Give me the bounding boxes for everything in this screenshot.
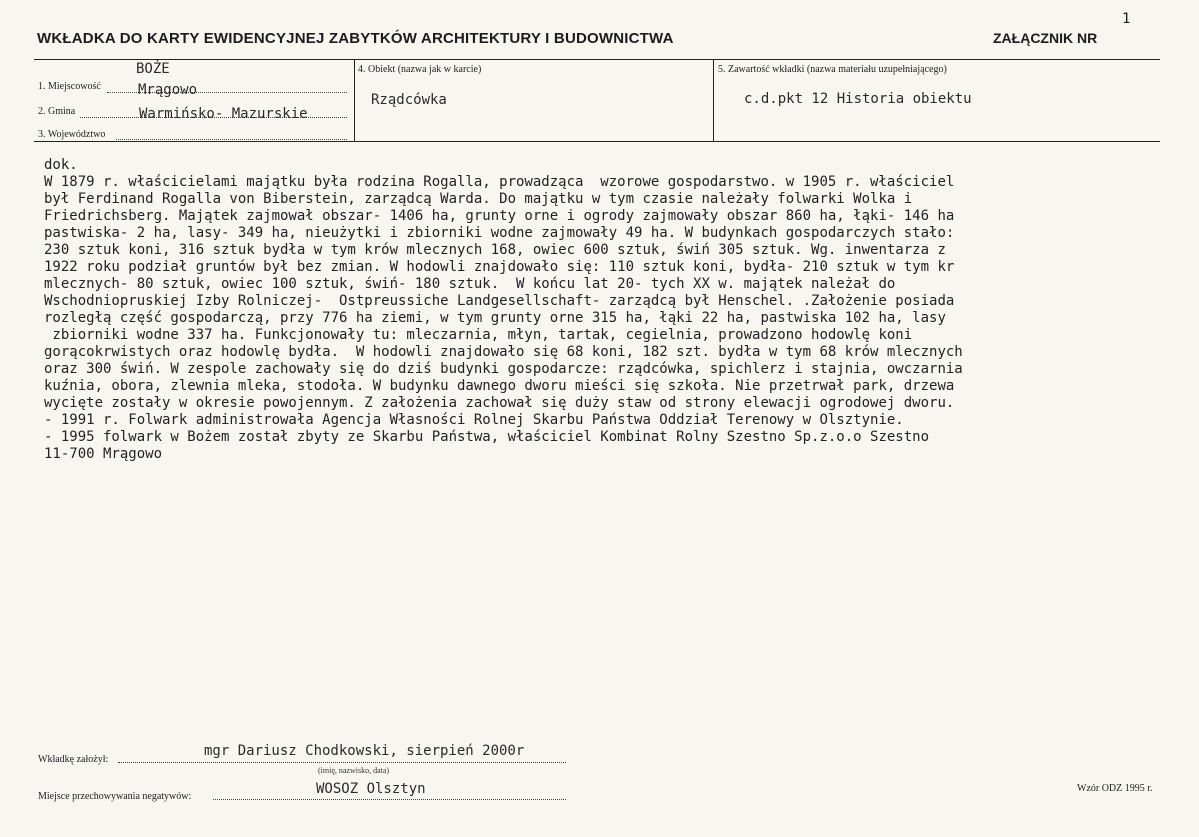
grid-divider-2 — [713, 59, 714, 141]
grid-bottom-line — [34, 141, 1160, 142]
form-model: Wzór ODZ 1995 r. — [1077, 783, 1153, 794]
municipality-label: 2. Gmina — [38, 106, 76, 117]
voivodeship-label: 3. Województwo — [38, 129, 106, 140]
negatives-value: WOSOZ Olsztyn — [316, 781, 426, 797]
history-line: Friedrichsberg. Majątek zajmował obszar- 1406 ha, grunty orne i ogrody zajmowały obszar 860 ha, łąki- 146 ha — [44, 208, 955, 224]
grid-top-line — [34, 59, 1160, 60]
municipality-value: Mrągowo — [138, 82, 198, 98]
object-label: 4. Obiekt (nazwa jak w karcie) — [358, 64, 482, 75]
history-line: pastwiska- 2 ha, lasy- 349 ha, nieużytki i zbiorniki wodne zajmowały 49 ha. W budynkach gospodarczych stało: — [44, 225, 955, 241]
contents-label: 5. Zawartość wkładki (nazwa materiału uzupełniającego) — [718, 64, 947, 75]
history-line: oraz 300 świń. W zespole zachowały się do dziś budynki gospodarcze: rządcówka, spichlerz i stajnia, owczarnia — [44, 361, 963, 377]
history-line: 11-700 Mrągowo — [44, 446, 163, 462]
voivodeship-value: Warmińsko- Mazurskie — [139, 106, 308, 122]
history-line: W 1879 r. właścicielami majątku była rodzina Rogalla, prowadząca wzorowe gospodarstwo. w 1905 r. właściciel — [44, 174, 955, 190]
object-value: Rządcówka — [371, 92, 447, 108]
negatives-label: Miejsce przechowywania negatywów: — [38, 791, 192, 802]
contents-value: c.d.pkt 12 Historia obiektu — [744, 91, 972, 107]
locality-label: 1. Miejscowość — [38, 81, 101, 92]
locality-value: BOŻE — [136, 61, 170, 77]
history-line: rozległą część gospodarczą, przy 776 ha ziemi, w tym grunty orne 315 ha, łąki 22 ha, pastwiska 102 ha, lasy — [44, 310, 946, 326]
history-line: mlecznych- 80 sztuk, owiec 100 sztuk, świń- 180 sztuk. W końcu lat 20- tych XX w. majątek należał do — [44, 276, 896, 292]
form-title: WKŁADKA DO KARTY EWIDENCYJNEJ ZABYTKÓW ARCHITEKTURY I BUDOWNICTWA — [37, 30, 674, 47]
history-line: dok. — [44, 157, 78, 173]
history-line: - 1991 r. Folwark administrowała Agencja Własności Rolnej Skarbu Państwa Oddział Terenowy w Olsztynie. — [44, 412, 904, 428]
history-line: - 1995 folwark w Bożem został zbyty ze Skarbu Państwa, właściciel Kombinat Rolny Szestno Sp.z.o.o Szestno — [44, 429, 930, 445]
history-line: zbiorniki wodne 337 ha. Funkcjonowały tu: mleczarnia, młyn, tartak, cegielnia, prowadzono hodowlę koni — [44, 327, 913, 343]
history-line: 230 sztuk koni, 316 sztuk bydła w tym krów mlecznych 168, owiec 600 sztuk, świń 305 sztuk. Wg. inwentarza z — [44, 242, 946, 258]
history-line: Wschodniopruskiej Izby Rolniczej- Ostpreussiche Landgesellschaft- zarządcą był Henschel. .Założenie posiada — [44, 293, 955, 309]
history-text — [44, 157, 1164, 463]
author-value: mgr Dariusz Chodkowski, sierpień 2000r — [204, 743, 525, 759]
history-line: kuźnia, obora, zlewnia mleka, stodoła. W budynku dawnego dworu mieści się szkoła. Nie przetrwał park, drzewa — [44, 378, 955, 394]
grid-divider-1 — [354, 59, 355, 141]
author-dots — [118, 762, 566, 763]
voivodeship-dots — [116, 139, 347, 140]
author-label: Wkładkę założył: — [38, 754, 109, 765]
negatives-dots — [213, 799, 566, 800]
author-hint: (imię, nazwisko, data) — [318, 766, 390, 775]
history-line: był Ferdinand Rogalla von Biberstein, zarządcą Warda. Do majątku w tym czasie należały folwarki Wolka i — [44, 191, 913, 207]
history-line: gorącokrwistych oraz hodowlę bydła. W hodowli znajdowało się 68 koni, 182 szt. bydła w tym 68 krów mlecznych — [44, 344, 963, 360]
annex-number: 1 — [1122, 11, 1131, 27]
history-line: 1922 roku podział gruntów był bez zmian. W hodowli znajdowało się: 110 sztuk koni, bydła- 210 sztuk w tym kr — [44, 259, 955, 275]
annex-label: ZAŁĄCZNIK NR — [993, 30, 1098, 46]
history-line: wycięte zostały w okresie powojennym. Z założenia zachował się duży staw od strony elewacji ogrodowej dworu. — [44, 395, 955, 411]
